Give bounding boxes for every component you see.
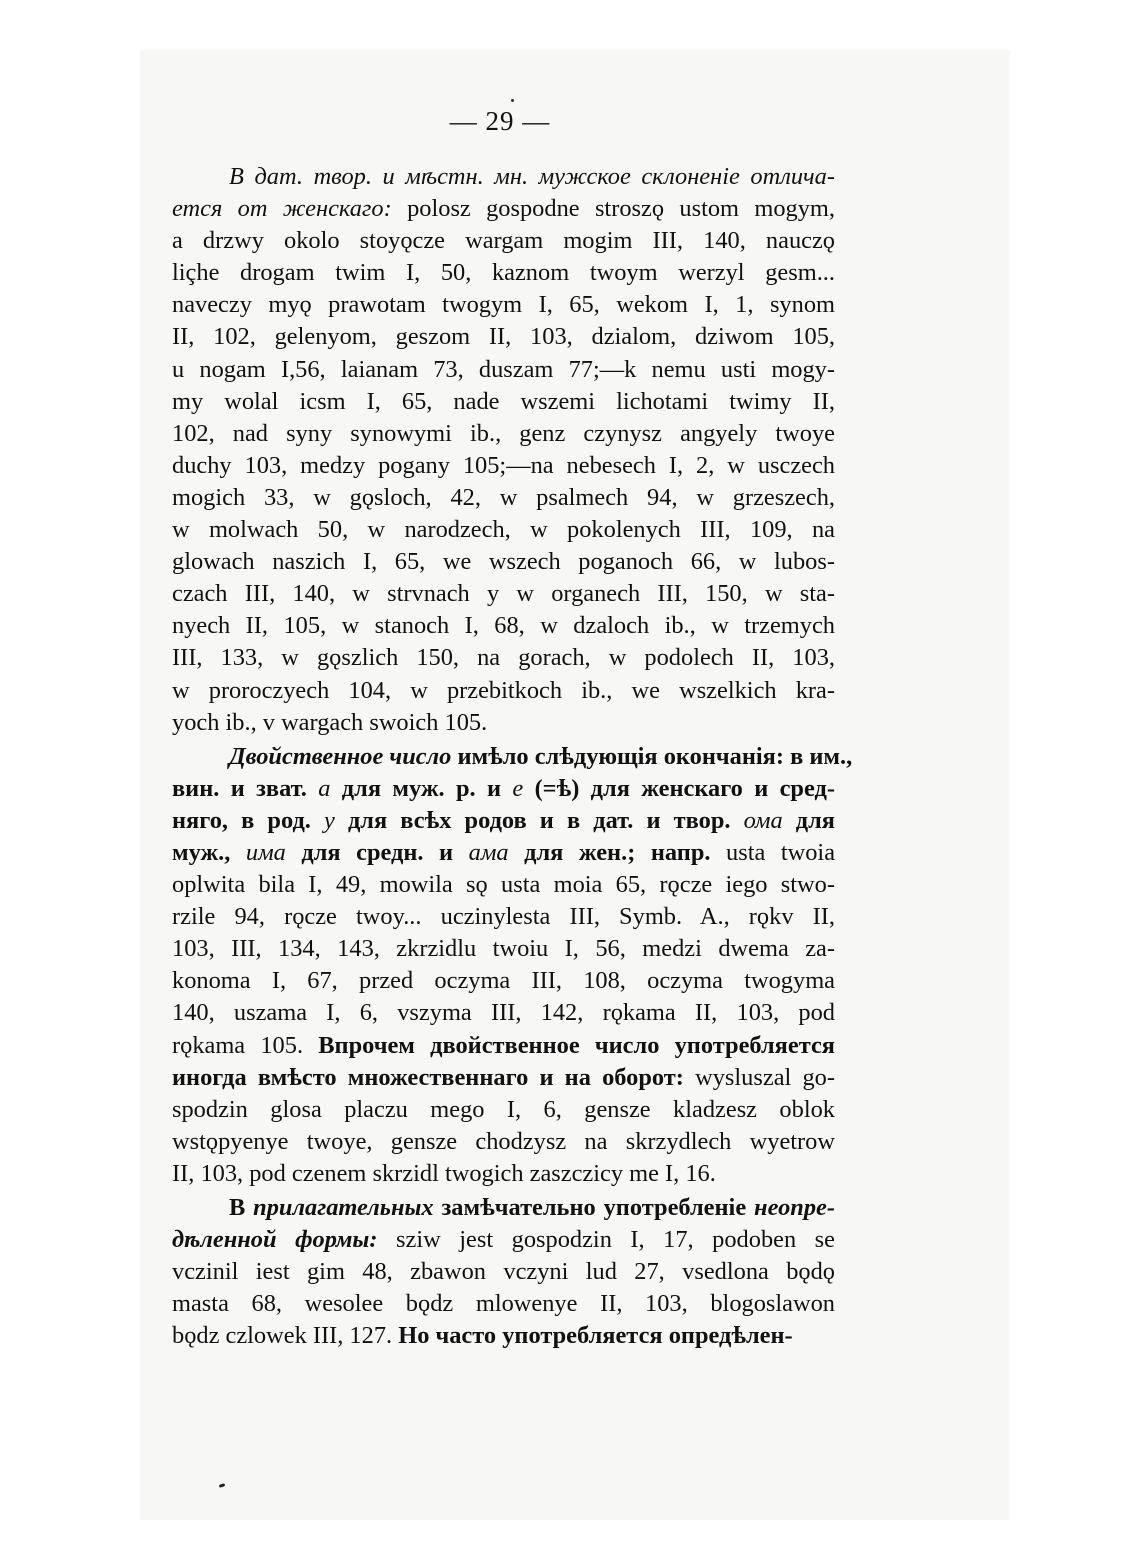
text-line — [172, 418, 835, 450]
text-run: прилагательных — [253, 1194, 442, 1221]
text-run: w proroczyech 104, w przebitkoch ib., we wszelkich kra- — [172, 676, 835, 704]
text-run: rzile 94, rǫcze twoy... uczinylesta III, Symb. A., rǫkv II, — [172, 903, 835, 931]
text-line — [172, 1256, 835, 1288]
text-line — [172, 997, 835, 1029]
text-run: w molwach 50, w narodzech, w pokolenych III, 109, na — [172, 516, 835, 544]
text-run: vczinil iest gim 48, zbawon vczyni lud 27, vsedlona bǫdǫ — [172, 1258, 835, 1286]
text-run: sziw jest gospodzin I, 17, podoben se — [396, 1226, 835, 1254]
text-run: (=ѣ) для женскаго и сред- — [534, 774, 835, 802]
text-line — [172, 675, 835, 707]
text-line — [172, 450, 835, 482]
text-run: oplwita bila I, 49, mowila sǫ usta moia 65, rǫcze iego stwo- — [172, 871, 835, 899]
text-run: дѣленной формы: — [172, 1226, 396, 1254]
text-line — [172, 1192, 835, 1224]
text-run: Но часто употребляется опредѣлен- — [398, 1322, 793, 1350]
text-run: yoch ib., v wargach swoich 105. — [172, 708, 488, 736]
text-line — [172, 1320, 835, 1352]
text-run: liçhe drogam twim I, 50, kaznom twoym werzyl gesm... — [172, 259, 835, 287]
text-line — [172, 161, 835, 193]
text-line — [172, 1126, 835, 1158]
text-run: II, 102, gelenyom, geszom II, 103, dzialom, dziwom 105, — [172, 323, 835, 351]
text-run: для жен.; напр. — [524, 838, 727, 866]
text-run: няго, в род. — [172, 806, 325, 834]
text-run: неопре- — [754, 1194, 835, 1221]
text-run: В дат. твор. и мѣстн. мн. мужское склоненіе отлича- — [229, 163, 835, 190]
text-line — [172, 1062, 835, 1094]
text-line — [172, 1030, 835, 1062]
text-run: glowach naszich I, 65, we wszech poganoch 66, w lubos- — [172, 548, 835, 576]
print-speck — [511, 99, 514, 102]
page-number: — 29 — — [449, 106, 551, 136]
text-run: вин. и зват. — [172, 774, 319, 802]
text-run: wysluszal go- — [695, 1063, 835, 1091]
text-run: nyech II, 105, w stanoch I, 68, w dzaloch ib., w trzemych — [172, 612, 835, 640]
text-run: Впрочем двойственное число употребляется — [318, 1031, 835, 1059]
text-run: для — [795, 806, 835, 834]
text-line — [172, 354, 835, 386]
text-run: муж., — [172, 838, 246, 866]
text-line — [172, 321, 835, 353]
paragraph — [172, 741, 853, 1190]
text-run: czach III, 140, w strvnach y w organech III, 150, w sta- — [172, 580, 835, 608]
text-run: wstǫpyenye twoye, gensze chodzysz na skrzydlech wyetrow — [172, 1127, 835, 1155]
text-line — [172, 642, 835, 674]
text-run: имѣло слѣдующія окончанія: в им., — [457, 742, 853, 770]
text-run: spodzin glosa placzu mego I, 6, gensze kladzesz oblok — [172, 1095, 835, 1123]
text-run: В — [229, 1194, 254, 1221]
text-line — [172, 707, 835, 739]
text-line — [172, 933, 835, 965]
text-run: my wolal icsm I, 65, nade wszemi lichotami twimy II, — [172, 387, 835, 415]
text-line — [172, 193, 835, 225]
text-run: ама — [468, 838, 525, 866]
text-run: для муж. р. и — [341, 774, 513, 802]
text-line — [172, 610, 835, 642]
text-line — [172, 289, 835, 321]
body-text — [172, 161, 853, 1352]
text-run: 103, III, 134, 143, zkrzidlu twoiu I, 56, medzi dwema za- — [172, 935, 835, 963]
text-line — [172, 1288, 835, 1320]
text-run: е — [512, 774, 535, 802]
text-line — [172, 773, 835, 805]
text-run: masta 68, wesolee bǫdz mlowenye II, 103, blogoslawon — [172, 1290, 835, 1318]
text-line — [172, 1158, 835, 1190]
text-line — [172, 741, 853, 773]
text-run: Двойственное число — [229, 742, 458, 770]
text-run: a drzwy okolo stoyǫcze wargam mogim III, 140, nauczǫ — [172, 227, 835, 255]
text-run: 140, uszama I, 6, vszyma III, 142, rǫkama II, 103, pod — [172, 999, 835, 1027]
text-run: у — [324, 806, 348, 834]
text-line — [172, 257, 835, 289]
paragraph — [172, 161, 835, 739]
text-line — [172, 901, 835, 933]
text-run: для средн. и — [301, 838, 469, 866]
text-run: а — [318, 774, 342, 802]
text-line — [172, 578, 835, 610]
text-line — [172, 386, 835, 418]
text-run: иногда вмѣсто множественнаго и на оборот: — [172, 1063, 696, 1091]
text-line — [172, 1094, 835, 1126]
text-line — [172, 546, 835, 578]
text-line — [172, 514, 835, 546]
text-line — [172, 805, 835, 837]
text-run: mogich 33, w gǫsloch, 42, w psalmech 94, w grzeszech, — [172, 483, 835, 511]
text-run: III, 133, w gǫszlich 150, na gorach, w podolech II, 103, — [172, 644, 835, 672]
text-run: polosz gospodne stroszǫ ustom mogym, — [407, 195, 835, 223]
text-run: konoma I, 67, przed oczyma III, 108, oczyma twogyma — [172, 967, 835, 995]
text-run: rǫkama 105. — [172, 1031, 319, 1059]
text-run: naveczy myǫ prawotam twogym I, 65, wekom I, 1, synom — [172, 291, 835, 319]
text-line — [172, 482, 835, 514]
text-run: ется от женскаго: — [172, 195, 408, 223]
text-run: u nogam I,56, laianam 73, duszam 77;—k nemu usti mogy- — [172, 355, 835, 383]
text-run: 102, nad syny synowymi ib., genz czynysz angyely twoye — [172, 419, 835, 447]
text-run: duchy 103, medzy pogany 105;—na nebesech I, 2, w usczech — [172, 451, 835, 479]
text-line — [172, 837, 835, 869]
text-run: има — [245, 838, 302, 866]
text-line — [172, 1224, 835, 1256]
text-run: ома — [743, 806, 796, 834]
text-run: II, 103, pod czenem skrzidl twogich zaszczicy me I, 16. — [172, 1159, 716, 1187]
text-run: замѣчательно употребленіе — [441, 1194, 755, 1221]
text-run: для всѣх родов и в дат. и твор. — [347, 806, 744, 834]
paragraph — [172, 1192, 835, 1352]
text-line — [172, 869, 835, 901]
text-run: bǫdz czlowek III, 127. — [172, 1322, 399, 1350]
text-line — [172, 965, 835, 997]
text-line — [172, 225, 835, 257]
text-run: usta twoia — [726, 838, 836, 866]
